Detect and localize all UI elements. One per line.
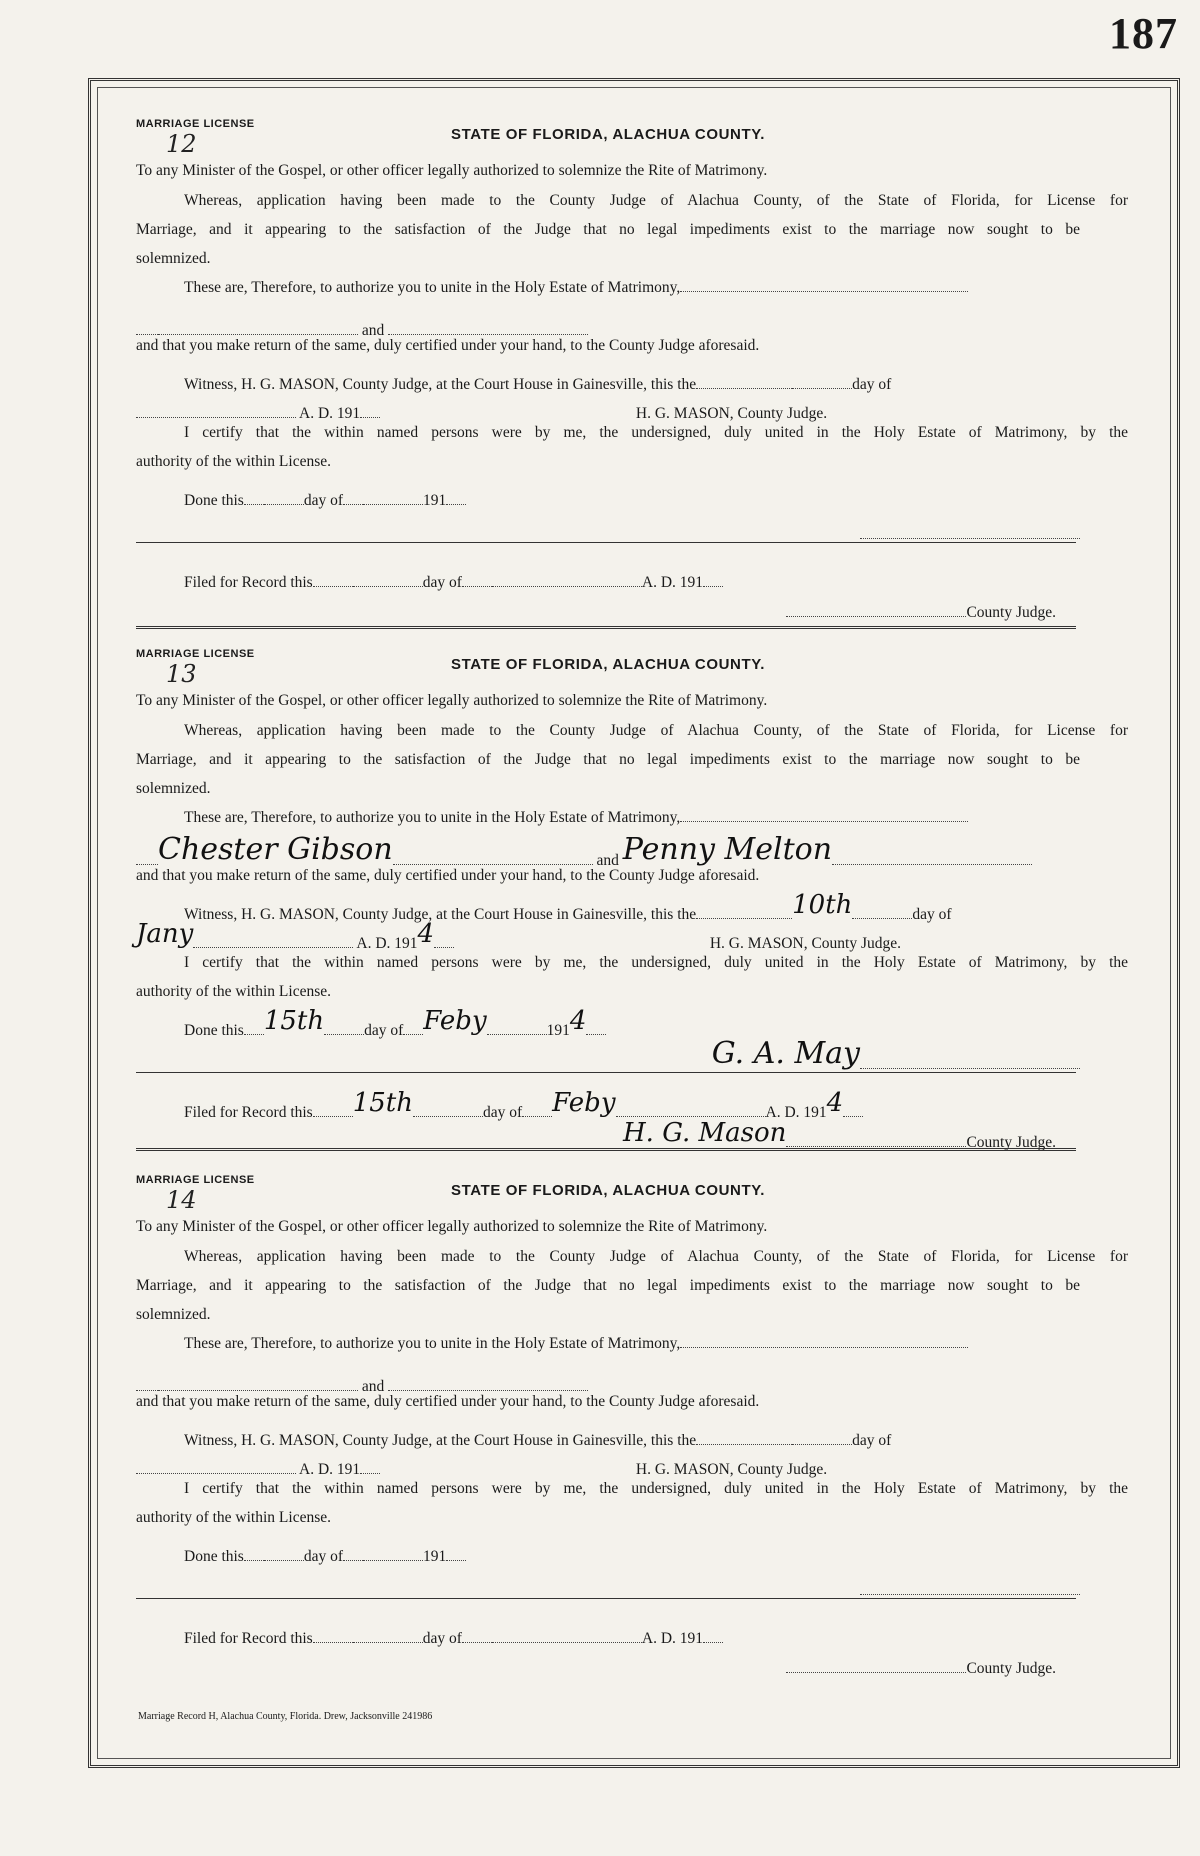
certify-line-1: I certify that the within named persons were by me, the undersigned, duly united in the Holy Estate of Matrimony, by the — [184, 1480, 1128, 1497]
ad-text: A. D. 191 — [356, 935, 418, 952]
done-year-prefix: 191 — [546, 1022, 570, 1039]
day-of-text: day of — [912, 906, 952, 923]
whereas-line-2: Marriage, and it appearing to the satisfaction of the Judge that no legal impediments exist to the marriage now sought to be — [136, 221, 1080, 238]
return-line: and that you make return of the same, duly certified under your hand, to the County Judge aforesaid. — [136, 867, 760, 884]
judge-text: H. G. MASON, County Judge. — [635, 1461, 828, 1478]
and-text: and — [596, 852, 619, 869]
license-label: MARRIAGE LICENSE — [136, 1174, 255, 1186]
marriage-license-13 — [136, 648, 1128, 1168]
ad-line — [136, 395, 1080, 425]
filed-ad-text: A. D. 191 — [641, 574, 704, 591]
filed-ad-text: A. D. 191 — [765, 1104, 827, 1121]
done-this-text: Done this — [184, 1548, 244, 1565]
license-heading: STATE OF FLORIDA, ALACHUA COUNTY. — [451, 126, 765, 143]
witness-line — [136, 366, 1128, 396]
filed-month: Feby — [552, 1088, 616, 1118]
return-line: and that you make return of the same, duly certified under your hand, to the County Judge aforesaid. — [136, 1393, 760, 1410]
whereas-line-3: solemnized. — [136, 780, 211, 797]
filed-ad-text: A. D. 191 — [641, 1630, 704, 1647]
judge-text: H. G. MASON, County Judge. — [709, 935, 902, 952]
these-are-text: These are, Therefore, to authorize you to unite in the Holy Estate of Matrimony, — [184, 279, 681, 296]
filed-day-of-text: day of — [422, 574, 462, 591]
done-this-text: Done this — [184, 1022, 244, 1039]
county-judge-signature: H. G. Mason — [622, 1118, 787, 1148]
page-number: 187 — [1109, 9, 1178, 58]
these-are-line — [136, 809, 1128, 827]
groom-name: Chester Gibson — [158, 832, 393, 867]
license-number: 12 — [166, 130, 197, 158]
certify-line-2: authority of the within License. — [136, 453, 331, 470]
license-number: 13 — [166, 660, 197, 688]
these-are-line — [136, 1335, 1128, 1353]
certify-line-2: authority of the within License. — [136, 983, 331, 1000]
certify-line-2: authority of the within License. — [136, 1509, 331, 1526]
these-are-text: These are, Therefore, to authorize you to unite in the Holy Estate of Matrimony, — [184, 809, 681, 826]
section-divider-2 — [136, 1148, 1076, 1151]
these-are-text: These are, Therefore, to authorize you to unite in the Holy Estate of Matrimony, — [184, 1335, 681, 1352]
witness-line — [136, 1422, 1128, 1452]
ad-line — [136, 919, 1080, 955]
done-year: 4 — [569, 1006, 587, 1036]
ad-year: 4 — [417, 919, 435, 949]
county-judge-text: County Judge. — [966, 604, 1056, 621]
whereas-line-2: Marriage, and it appearing to the satisfaction of the Judge that no legal impediments exist to the marriage now sought to be — [136, 751, 1080, 768]
whereas-line-1: Whereas, application having been made to the County Judge of Alachua County, of the State of Florida, for License for — [184, 1248, 1128, 1265]
county-judge-text: County Judge. — [966, 1134, 1056, 1151]
whereas-line-2: Marriage, and it appearing to the satisfaction of the Judge that no legal impediments exist to the marriage now sought to be — [136, 1277, 1080, 1294]
whereas-line-1: Whereas, application having been made to the County Judge of Alachua County, of the State of Florida, for License for — [184, 722, 1128, 739]
done-day-of-text: day of — [364, 1022, 404, 1039]
ad-line — [136, 1451, 1080, 1481]
ad-text: A. D. 191 — [299, 1461, 361, 1478]
filed-text: Filed for Record this — [184, 1630, 313, 1647]
witness-text: Witness, H. G. MASON, County Judge, at the Court House in Gainesville, this the — [184, 376, 697, 393]
filed-text: Filed for Record this — [184, 574, 313, 591]
and-text: and — [361, 1378, 385, 1395]
license-heading: STATE OF FLORIDA, ALACHUA COUNTY. — [451, 1182, 765, 1199]
judge-text: H. G. MASON, County Judge. — [635, 405, 828, 422]
certify-line-1: I certify that the within named persons were by me, the undersigned, duly united in the Holy Estate of Matrimony, by the — [184, 424, 1128, 441]
license-label: MARRIAGE LICENSE — [136, 648, 255, 660]
done-day-of-text: day of — [303, 1548, 344, 1565]
license-label: MARRIAGE LICENSE — [136, 118, 255, 130]
section-divider-1 — [136, 626, 1076, 629]
officiant-signature: G. A. May — [711, 1036, 860, 1071]
county-judge-line — [136, 594, 1056, 624]
witness-line — [136, 890, 1128, 926]
done-month: Feby — [423, 1006, 487, 1036]
whereas-line-1: Whereas, application having been made to the County Judge of Alachua County, of the State of Florida, for License for — [184, 192, 1128, 209]
witness-text: Witness, H. G. MASON, County Judge, at the Court House in Gainesville, this the — [184, 1432, 697, 1449]
marriage-license-14 — [136, 1174, 1128, 1694]
to-line: To any Minister of the Gospel, or other officer legally authorized to solemnize the Rite of Matrimony. — [136, 162, 768, 179]
filed-year: 4 — [826, 1088, 844, 1118]
license-number: 14 — [166, 1186, 197, 1214]
county-judge-text: County Judge. — [966, 1660, 1056, 1677]
witness-day: 10th — [792, 890, 853, 920]
done-this-text: Done this — [184, 492, 244, 509]
bride-name: Penny Melton — [622, 832, 833, 867]
to-line: To any Minister of the Gospel, or other officer legally authorized to solemnize the Rite of Matrimony. — [136, 692, 768, 709]
done-line — [136, 1538, 1128, 1568]
footer-imprint: Marriage Record H, Alachua County, Florida. Drew, Jacksonville 241986 — [138, 1711, 433, 1722]
these-are-line — [136, 279, 1128, 297]
marriage-license-12 — [136, 118, 1128, 621]
to-line: To any Minister of the Gospel, or other officer legally authorized to solemnize the Rite of Matrimony. — [136, 1218, 768, 1235]
done-line — [136, 482, 1128, 512]
filed-line — [136, 1620, 1128, 1650]
divider-rule — [136, 1072, 1076, 1073]
divider-rule — [136, 1598, 1076, 1599]
divider-rule — [136, 542, 1076, 543]
done-day-of-text: day of — [303, 492, 344, 509]
ad-text: A. D. 191 — [299, 405, 361, 422]
witness-month: Jany — [136, 919, 194, 949]
done-year-prefix: 191 — [423, 1548, 447, 1565]
witness-text: Witness, H. G. MASON, County Judge, at the Court House in Gainesville, this the — [184, 906, 697, 923]
filed-day: 15th — [352, 1088, 413, 1118]
filed-text: Filed for Record this — [184, 1104, 313, 1121]
done-line — [136, 1006, 1128, 1042]
whereas-line-3: solemnized. — [136, 1306, 211, 1323]
and-text: and — [361, 322, 385, 339]
filed-day-of-text: day of — [422, 1630, 462, 1647]
filed-line — [136, 564, 1128, 594]
return-line: and that you make return of the same, duly certified under your hand, to the County Judge aforesaid. — [136, 337, 760, 354]
day-of-text: day of — [852, 376, 892, 393]
whereas-line-3: solemnized. — [136, 250, 211, 267]
license-heading: STATE OF FLORIDA, ALACHUA COUNTY. — [451, 656, 765, 673]
county-judge-line — [136, 1650, 1056, 1680]
filed-day-of-text: day of — [483, 1104, 523, 1121]
certify-line-1: I certify that the within named persons were by me, the undersigned, duly united in the Holy Estate of Matrimony, by the — [184, 954, 1128, 971]
done-year-prefix: 191 — [423, 492, 447, 509]
day-of-text: day of — [852, 1432, 892, 1449]
done-day: 15th — [263, 1006, 325, 1036]
